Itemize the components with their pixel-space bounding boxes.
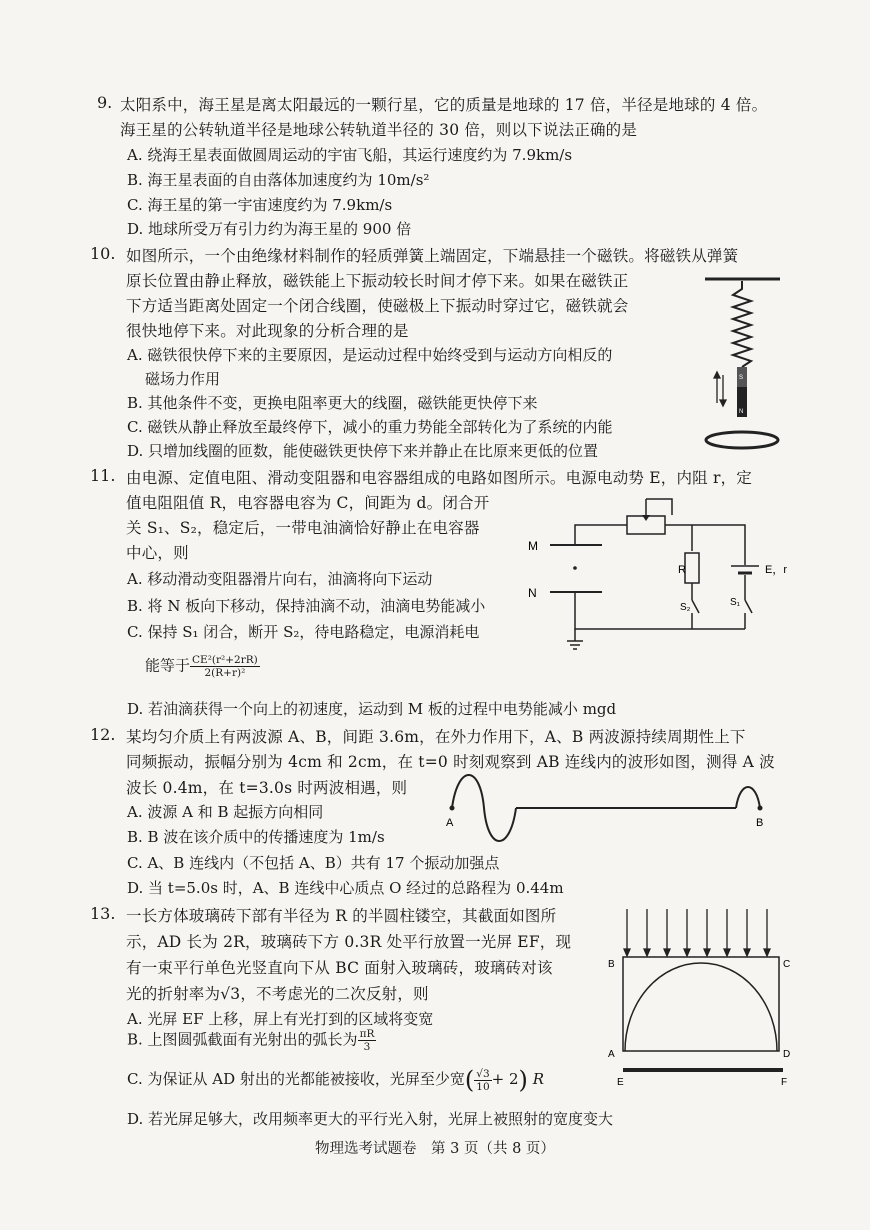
spring (733, 281, 751, 367)
q13-option-d: D. 若光屏足够大，改用频率更大的平行光入射，光屏上被照射的宽度变大 (127, 1110, 614, 1128)
q12-option-d: D. 当 t=5.0s 时，A、B 连线中心质点 O 经过的总路程为 0.44m (127, 879, 564, 897)
svg-text:B: B (608, 959, 615, 970)
q10-stem-line-1: 如图所示，一个由绝缘材料制作的轻质弹簧上端固定，下端悬挂一个磁铁。将磁铁从弹簧 (126, 247, 739, 265)
up-down-arrows (714, 372, 726, 406)
q13-option-a: A. 光屏 EF 上移，屏上有光打到的区域将变宽 (127, 1010, 434, 1028)
q11-stem-line-4: 中心，则 (126, 544, 189, 562)
q10-stem-line-2: 原长位置由静止释放，磁铁能上下振动较长时间才停下来。如果在磁铁正 (126, 272, 629, 290)
width-denominator: 10 (476, 1080, 490, 1093)
source-b (758, 806, 763, 811)
formula-numerator: CE²(r²+2rR) (192, 654, 258, 666)
q11-option-d: D. 若油滴获得一个向上的初速度，运动到 M 板的过程中电势能减小 mgd (127, 700, 617, 718)
q13-option-c: C. 为保证从 AD 射出的光都能被接收，光屏至少宽( $\frac{√3}{10}$ + 2) R (127, 1066, 544, 1094)
svg-text:A: A (446, 817, 454, 829)
q11-option-c: C. 保持 S₁ 闭合，断开 S₂，待电路稳定，电源消耗电 (127, 623, 480, 641)
q13-glass-brick-figure (605, 905, 795, 1090)
q11-option-c-prefix: 能等于 (145, 656, 191, 675)
q9-number: 9. (97, 93, 113, 112)
semicircle-hollow (625, 963, 777, 1051)
svg-text:N: N (528, 586, 537, 600)
q12-stem-line-1: 某均匀介质上有两波源 A、B，间距 3.6m，在外力作用下，A、B 两波源持续周期性上下 (126, 728, 746, 746)
svg-text:F: F (781, 1077, 788, 1088)
q9-stem-line-2: 海王星的公转轨道半径是地球公转轨道半径的 30 倍，则以下说法正确的是 (120, 121, 638, 139)
width-numerator: √3 (476, 1067, 490, 1080)
arc-numerator: πR (359, 1028, 375, 1040)
width-tail: + 2 (491, 1070, 519, 1088)
q9-stem-line-1: 太阳系中，海王星是离太阳最远的一颗行星，它的质量是地球的 17 倍，半径是地球的 4 倍。 (120, 96, 768, 114)
q12-option-b: B. B 波在该介质中的传播速度为 1m/s (127, 828, 385, 846)
svg-text:S₁: S₁ (730, 597, 741, 608)
svg-text:S₂: S₂ (680, 602, 691, 613)
svg-text:M: M (528, 539, 538, 553)
closed-coil (706, 432, 778, 448)
q13-option-c-text: C. 为保证从 AD 射出的光都能被接收，光屏至少宽 (127, 1070, 465, 1088)
q11-option-b: B. 将 N 板向下移动，保持油滴不动，油滴电势能减小 (127, 597, 486, 615)
oil-drop (573, 566, 577, 570)
wave-b (736, 787, 760, 808)
q13-option-b-text: B. 上图圆弧截面有光射出的弧长为 (127, 1030, 358, 1049)
wave-a (452, 775, 516, 841)
width-formula (474, 1068, 491, 1093)
svg-text:S: S (739, 375, 744, 381)
q13-stem-line-4: 光的折射率为√3，不考虑光的二次反射，则 (126, 985, 429, 1003)
q11-number: 11. (90, 466, 116, 485)
q9-option-b: B. 海王星表面的自由落体加速度约为 10m/s² (127, 171, 430, 189)
page-footer: 物理选考试题卷 第 3 页（共 8 页） (315, 1141, 555, 1157)
q13-stem-line-3: 有一束平行单色光竖直向下从 BC 面射入玻璃砖，玻璃砖对该 (126, 959, 553, 977)
q12-stem-line-2: 同频振动，振幅分别为 4cm 和 2cm，在 t=0 时刻观察到 AB 连线内的波形如图，测得 A 波 (126, 753, 775, 771)
svg-text:R: R (678, 564, 686, 576)
q10-number: 10. (90, 244, 116, 263)
q10-stem-line-4: 很快地停下来。对此现象的分析合理的是 (126, 322, 409, 340)
q13-stem-line-2: 示，AD 长为 2R，玻璃砖下方 0.3R 处平行放置一光屏 EF，现 (126, 933, 572, 951)
svg-text:C: C (783, 959, 791, 970)
svg-text:D: D (783, 1049, 791, 1060)
q10-option-a: A. 磁铁很快停下来的主要原因，是运动过程中始终受到与运动方向相反的 (127, 346, 613, 364)
q9-option-d: D. 地球所受万有引力约为海王星的 900 倍 (127, 220, 412, 238)
q10-option-b: B. 其他条件不变，更换电阻率更大的线圈，磁铁能更快停下来 (127, 394, 538, 412)
svg-text:B: B (756, 817, 764, 829)
q11-stem-line-2: 值电阻阻值 R，电容器电容为 C，间距为 d。闭合开 (126, 494, 490, 512)
q12-waveform-figure (440, 770, 780, 860)
q11-option-c-cont (145, 654, 260, 679)
q10-option-a-cont: 磁场力作用 (145, 370, 221, 388)
q10-option-c: C. 磁铁从静止释放至最终停下，减小的重力势能全部转化为了系统的内能 (127, 418, 613, 436)
q11-energy-formula (190, 654, 260, 679)
q10-stem-line-3: 下方适当距离处固定一个闭合线圈，使磁极上下振动时穿过它，磁铁就会 (126, 297, 629, 315)
q9-option-c: C. 海王星的第一宇宙速度约为 7.9km/s (127, 196, 393, 214)
q12-stem-line-3: 波长 0.4m，在 t=3.0s 时两波相遇，则 (126, 779, 408, 797)
q11-option-a: A. 移动滑动变阻器滑片向右，油滴将向下运动 (127, 570, 433, 588)
q10-option-d: D. 只增加线圈的匝数，能使磁铁更快停下来并静止在比原来更低的位置 (127, 442, 599, 460)
resistor-r (685, 553, 699, 583)
q12-option-a: A. 波源 A 和 B 起振方向相同 (127, 803, 324, 821)
source-a (450, 806, 455, 811)
q13-number: 13. (90, 904, 116, 923)
svg-text:E，r: E，r (765, 564, 787, 576)
q12-option-c: C. A、B 连线内（不包括 A、B）共有 17 个振动加强点 (127, 854, 500, 872)
q12-number: 12. (90, 725, 116, 744)
q10-spring-magnet-figure (695, 275, 795, 455)
q11-circuit-figure (520, 495, 800, 655)
q11-stem-line-1: 由电源、定值电阻、滑动变阻器和电容器组成的电路如图所示。电源电动势 E，内阻 r，定 (126, 469, 752, 487)
width-unit: R (532, 1070, 544, 1088)
q11-stem-line-3: 关 S₁、S₂，稳定后，一带电油滴恰好静止在电容器 (126, 519, 480, 537)
formula-denominator: 2(R+r)² (204, 667, 246, 679)
q13-option-b (127, 1028, 376, 1053)
glass-brick (623, 957, 779, 1051)
arc-denominator: 3 (363, 1041, 371, 1053)
q13-stem-line-1: 一长方体玻璃砖下部有半径为 R 的半圆柱镂空，其截面如图所 (126, 907, 557, 925)
svg-text:N: N (739, 409, 744, 415)
q9-option-a: A. 绕海王星表面做圆周运动的宇宙飞船，其运行速度约为 7.9km/s (127, 146, 573, 164)
svg-text:A: A (608, 1049, 615, 1060)
arc-length-formula (358, 1028, 377, 1053)
svg-text:E: E (617, 1077, 624, 1088)
